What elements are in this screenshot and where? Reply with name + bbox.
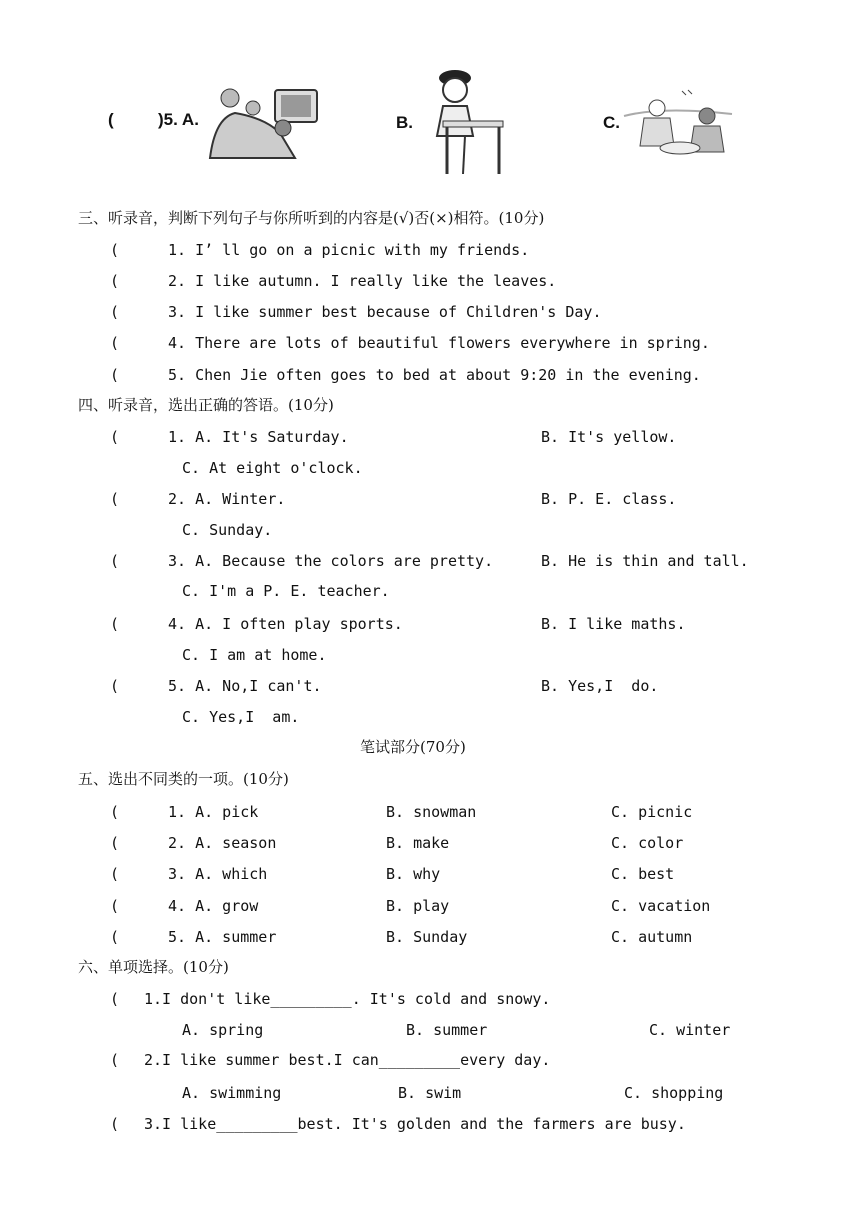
s6-q1-a: A. spring	[182, 1021, 264, 1039]
s5-q1-b: B. snowman	[386, 803, 477, 821]
section3-heading: 三、听录音，判断下列句子与你所听到的内容是(√)否(×)相符。(10分)	[78, 209, 545, 227]
s4-q5-b: B. Yes,I do.	[541, 677, 659, 695]
picture-b-label: B.	[396, 113, 413, 132]
s4-q5-a: 5. A. No,I can't.	[168, 677, 322, 695]
s5-q1-c: C. picnic	[611, 803, 693, 821]
family-watching-tv-illustration	[205, 78, 320, 163]
s4-q4-b: B. I like maths.	[541, 615, 686, 633]
paren: (	[110, 677, 120, 695]
s3-item-1: 1. I’ ll go on a picnic with my friends.	[168, 241, 530, 259]
s4-q4-c: C. I am at home.	[182, 646, 327, 664]
s6-q2-a: A. swimming	[182, 1084, 282, 1102]
s4-q2-b: B. P. E. class.	[541, 490, 677, 508]
s5-q4-b: B. play	[386, 897, 450, 915]
s5-q3-c: C. best	[611, 865, 675, 883]
paren: (	[110, 428, 120, 446]
s6-q1-b: B. summer	[406, 1021, 488, 1039]
s4-q1-b: B. It's yellow.	[541, 428, 677, 446]
s3-item-3: 3. I like summer best because of Children's Day.	[168, 303, 602, 321]
s3-item-4: 4. There are lots of beautiful flowers everywhere in spring.	[168, 334, 710, 352]
s6-q2-c: C. shopping	[624, 1084, 724, 1102]
picture-c-label: C.	[603, 113, 620, 132]
s4-q2-c: C. Sunday.	[182, 521, 273, 539]
paren: (	[110, 490, 120, 508]
paren: (	[110, 334, 120, 352]
s3-item-5: 5. Chen Jie often goes to bed at about 9:20 in the evening.	[168, 366, 701, 384]
s5-q3-b: B. why	[386, 865, 441, 883]
section6-heading: 六、单项选择。(10分)	[78, 958, 229, 976]
paren: (	[110, 366, 120, 384]
s4-q3-b: B. He is thin and tall.	[541, 552, 749, 570]
paren: (	[110, 928, 120, 946]
s4-q3-a: 3. A. Because the colors are pretty.	[168, 552, 494, 570]
s6-q2-question: 2.I like summer best.I can_________every day.	[144, 1051, 551, 1069]
written-part-title: 笔试部分(70分)	[360, 738, 466, 756]
section5-heading: 五、选出不同类的一项。(10分)	[78, 770, 289, 788]
paren-open: (	[108, 110, 114, 129]
s3-item-2: 2. I like autumn. I really like the leaves.	[168, 272, 557, 290]
s5-q4-c: C. vacation	[611, 897, 711, 915]
s6-q3-question: 3.I like_________best. It's golden and the farmers are busy.	[144, 1115, 686, 1133]
s5-q4-a: 4. A. grow	[168, 897, 259, 915]
picture-q5-label: )5. A.	[158, 110, 199, 129]
s6-q1-c: C. winter	[649, 1021, 731, 1039]
s4-q2-a: 2. A. Winter.	[168, 490, 286, 508]
picnic-illustration	[622, 86, 734, 162]
paren: (	[110, 272, 120, 290]
section4-heading: 四、听录音，选出正确的答语。(10分)	[78, 396, 334, 414]
s5-q5-c: C. autumn	[611, 928, 693, 946]
s4-q1-c: C. At eight o'clock.	[182, 459, 363, 477]
paren: (	[110, 241, 120, 259]
paren: (	[110, 834, 120, 852]
paren: (	[110, 803, 120, 821]
s5-q1-a: 1. A. pick	[168, 803, 259, 821]
s5-q2-c: C. color	[611, 834, 684, 852]
paren: (	[110, 552, 120, 570]
s5-q2-b: B. make	[386, 834, 450, 852]
paren: (	[110, 1115, 120, 1133]
s4-q5-c: C. Yes,I am.	[182, 708, 300, 726]
paren: (	[110, 615, 120, 633]
paren: (	[110, 897, 120, 915]
s5-q5-b: B. Sunday	[386, 928, 468, 946]
s4-q1-a: 1. A. It's Saturday.	[168, 428, 349, 446]
paren: (	[110, 990, 120, 1008]
paren: (	[110, 303, 120, 321]
s5-q2-a: 2. A. season	[168, 834, 277, 852]
s6-q2-b: B. swim	[398, 1084, 462, 1102]
s4-q4-a: 4. A. I often play sports.	[168, 615, 403, 633]
paren: (	[110, 865, 120, 883]
s6-q1-question: 1.I don't like_________. It's cold and snowy.	[144, 990, 551, 1008]
s5-q5-a: 5. A. summer	[168, 928, 277, 946]
s4-q3-c: C. I'm a P. E. teacher.	[182, 582, 390, 600]
paren: (	[110, 1051, 120, 1069]
s5-q3-a: 3. A. which	[168, 865, 268, 883]
girl-at-desk-illustration	[425, 66, 507, 178]
